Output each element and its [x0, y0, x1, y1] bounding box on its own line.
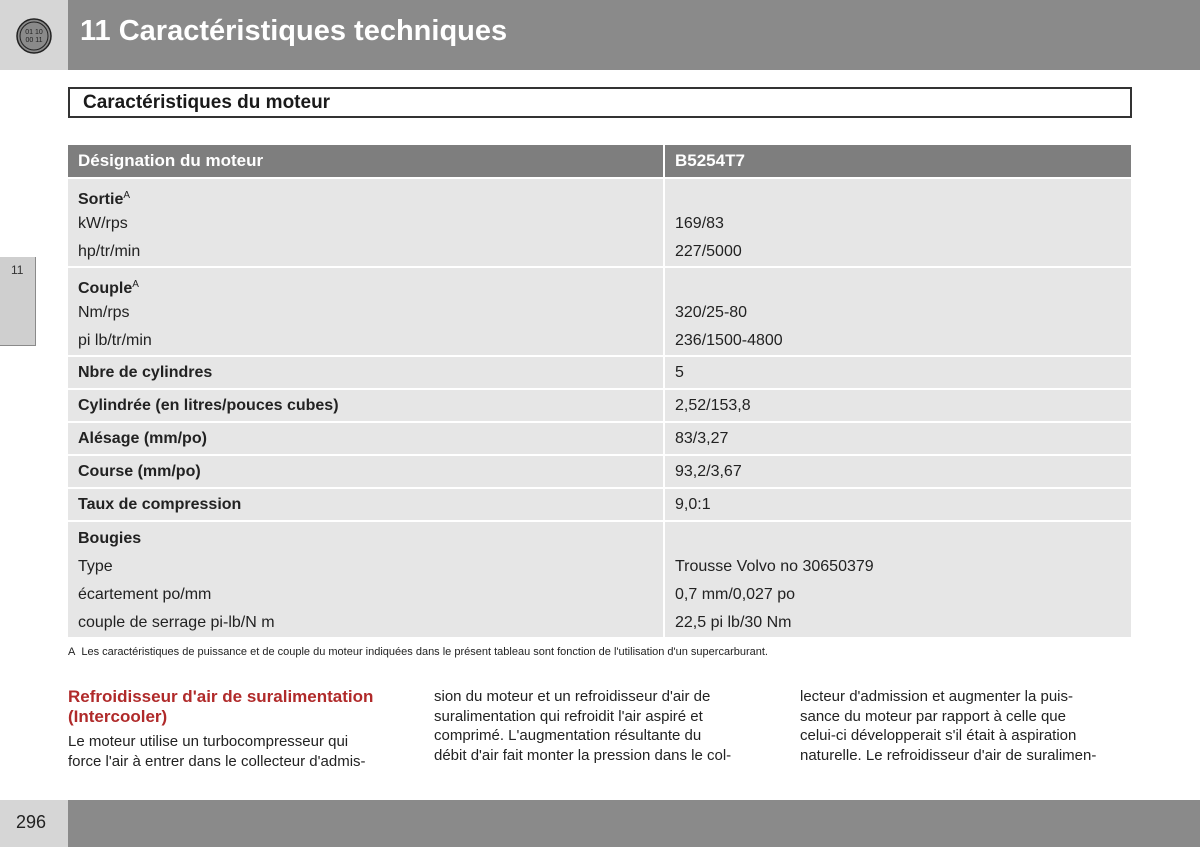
row-label: Cylindrée (en litres/pouces cubes) [68, 388, 663, 421]
row-value: 0,7 mm/0,027 po [675, 586, 796, 603]
table-row [68, 487, 1131, 520]
table-row [68, 177, 1131, 266]
paragraph-line: sance du moteur par rapport à celle que [800, 707, 1066, 725]
group-title-couple: Couple [78, 280, 133, 297]
table-cell-value [663, 177, 1131, 266]
chapter-title: 11 Caractéristiques techniques [80, 15, 508, 47]
row-label: couple de serrage pi-lb/N m [78, 614, 275, 631]
row-value: 2,52/153,8 [663, 388, 1131, 421]
group-title-sortie: Sortie [78, 191, 124, 208]
row-label: kW/rps [78, 215, 128, 232]
article-heading-line: Refroidisseur d'air de suralimentation [68, 687, 374, 706]
article-column-3 [800, 687, 1145, 765]
row-value: 9,0:1 [663, 487, 1131, 520]
page-number: 296 [16, 812, 47, 832]
row-value: 236/1500-4800 [675, 332, 783, 349]
row-label: Type [78, 558, 113, 575]
table-row [68, 520, 1131, 637]
group-title-bougies: Bougies [78, 530, 142, 547]
table-cell-value [663, 520, 1131, 637]
paragraph-line: lecteur d'admission et augmenter la puis- [800, 688, 1074, 705]
table-header-engine-code: B5254T7 [663, 145, 1131, 177]
table-header-designation: Désignation du moteur [68, 145, 663, 177]
paragraph-line: comprimé. L'augmentation résultante du [434, 727, 702, 744]
table-row [68, 388, 1131, 421]
table-row [68, 266, 1131, 355]
chapter-icon-line-2: 00 11 [25, 37, 43, 44]
paragraph-line: force l'air à entrer dans le collecteur d'admis- [68, 752, 366, 770]
footer-bar [68, 800, 1200, 847]
paragraph-line: suralimentation qui refroidit l'air aspiré et [434, 707, 703, 725]
row-value: 83/3,27 [663, 421, 1131, 454]
row-label: Nm/rps [78, 304, 130, 321]
engine-spec-table [68, 145, 1131, 637]
footnote-mark: A [68, 646, 76, 658]
table-row [68, 355, 1131, 388]
paragraph-line: sion du moteur et un refroidisseur d'air de [434, 688, 711, 705]
row-value: 93,2/3,67 [663, 454, 1131, 487]
row-label: pi lb/tr/min [78, 332, 152, 349]
table-cell-label [68, 177, 663, 266]
row-value: 320/25-80 [675, 304, 748, 321]
row-label: Alésage (mm/po) [68, 421, 663, 454]
footnote-ref: A [123, 190, 131, 201]
chapter-11-icon [15, 17, 53, 55]
table-header-row [68, 145, 1131, 177]
row-label: Course (mm/po) [68, 454, 663, 487]
row-label: hp/tr/min [78, 243, 141, 260]
footnote-ref: A [132, 279, 139, 290]
table-cell-value [663, 266, 1131, 355]
row-value: 227/5000 [675, 243, 742, 260]
row-label: Nbre de cylindres [68, 355, 663, 388]
table-footnote [68, 646, 768, 658]
article-column-2 [434, 687, 779, 765]
table-row [68, 454, 1131, 487]
article-column-1 [68, 732, 413, 771]
article-heading [68, 687, 408, 727]
section-title: Caractéristiques du moteur [83, 92, 331, 113]
side-tab-label: 11 [11, 263, 24, 277]
row-value: 5 [663, 355, 1131, 388]
table-cell-label [68, 266, 663, 355]
row-label: Taux de compression [68, 487, 663, 520]
row-label: écartement po/mm [78, 586, 212, 603]
table-row [68, 421, 1131, 454]
chapter-icon-line-1: 01 10 [25, 29, 43, 36]
table-cell-label [68, 520, 663, 637]
row-value: 169/83 [675, 215, 724, 232]
section-title-box [68, 87, 1132, 118]
article-heading-line: (Intercooler) [68, 707, 168, 726]
row-value: 22,5 pi lb/30 Nm [675, 614, 792, 631]
row-value: Trousse Volvo no 30650379 [675, 558, 874, 575]
paragraph-line: débit d'air fait monter la pression dans le col- [434, 746, 732, 764]
paragraph-line: naturelle. Le refroidisseur d'air de suralimen- [800, 746, 1097, 764]
paragraph-line: celui-ci développerait s'il était à aspiration [800, 727, 1077, 744]
paragraph-line: Le moteur utilise un turbocompresseur qui [68, 733, 349, 750]
footnote-text: Les caractéristiques de puissance et de couple du moteur indiquées dans le présent tableau sont fonction de l'utilisation d'un supercarburant. [81, 646, 768, 658]
